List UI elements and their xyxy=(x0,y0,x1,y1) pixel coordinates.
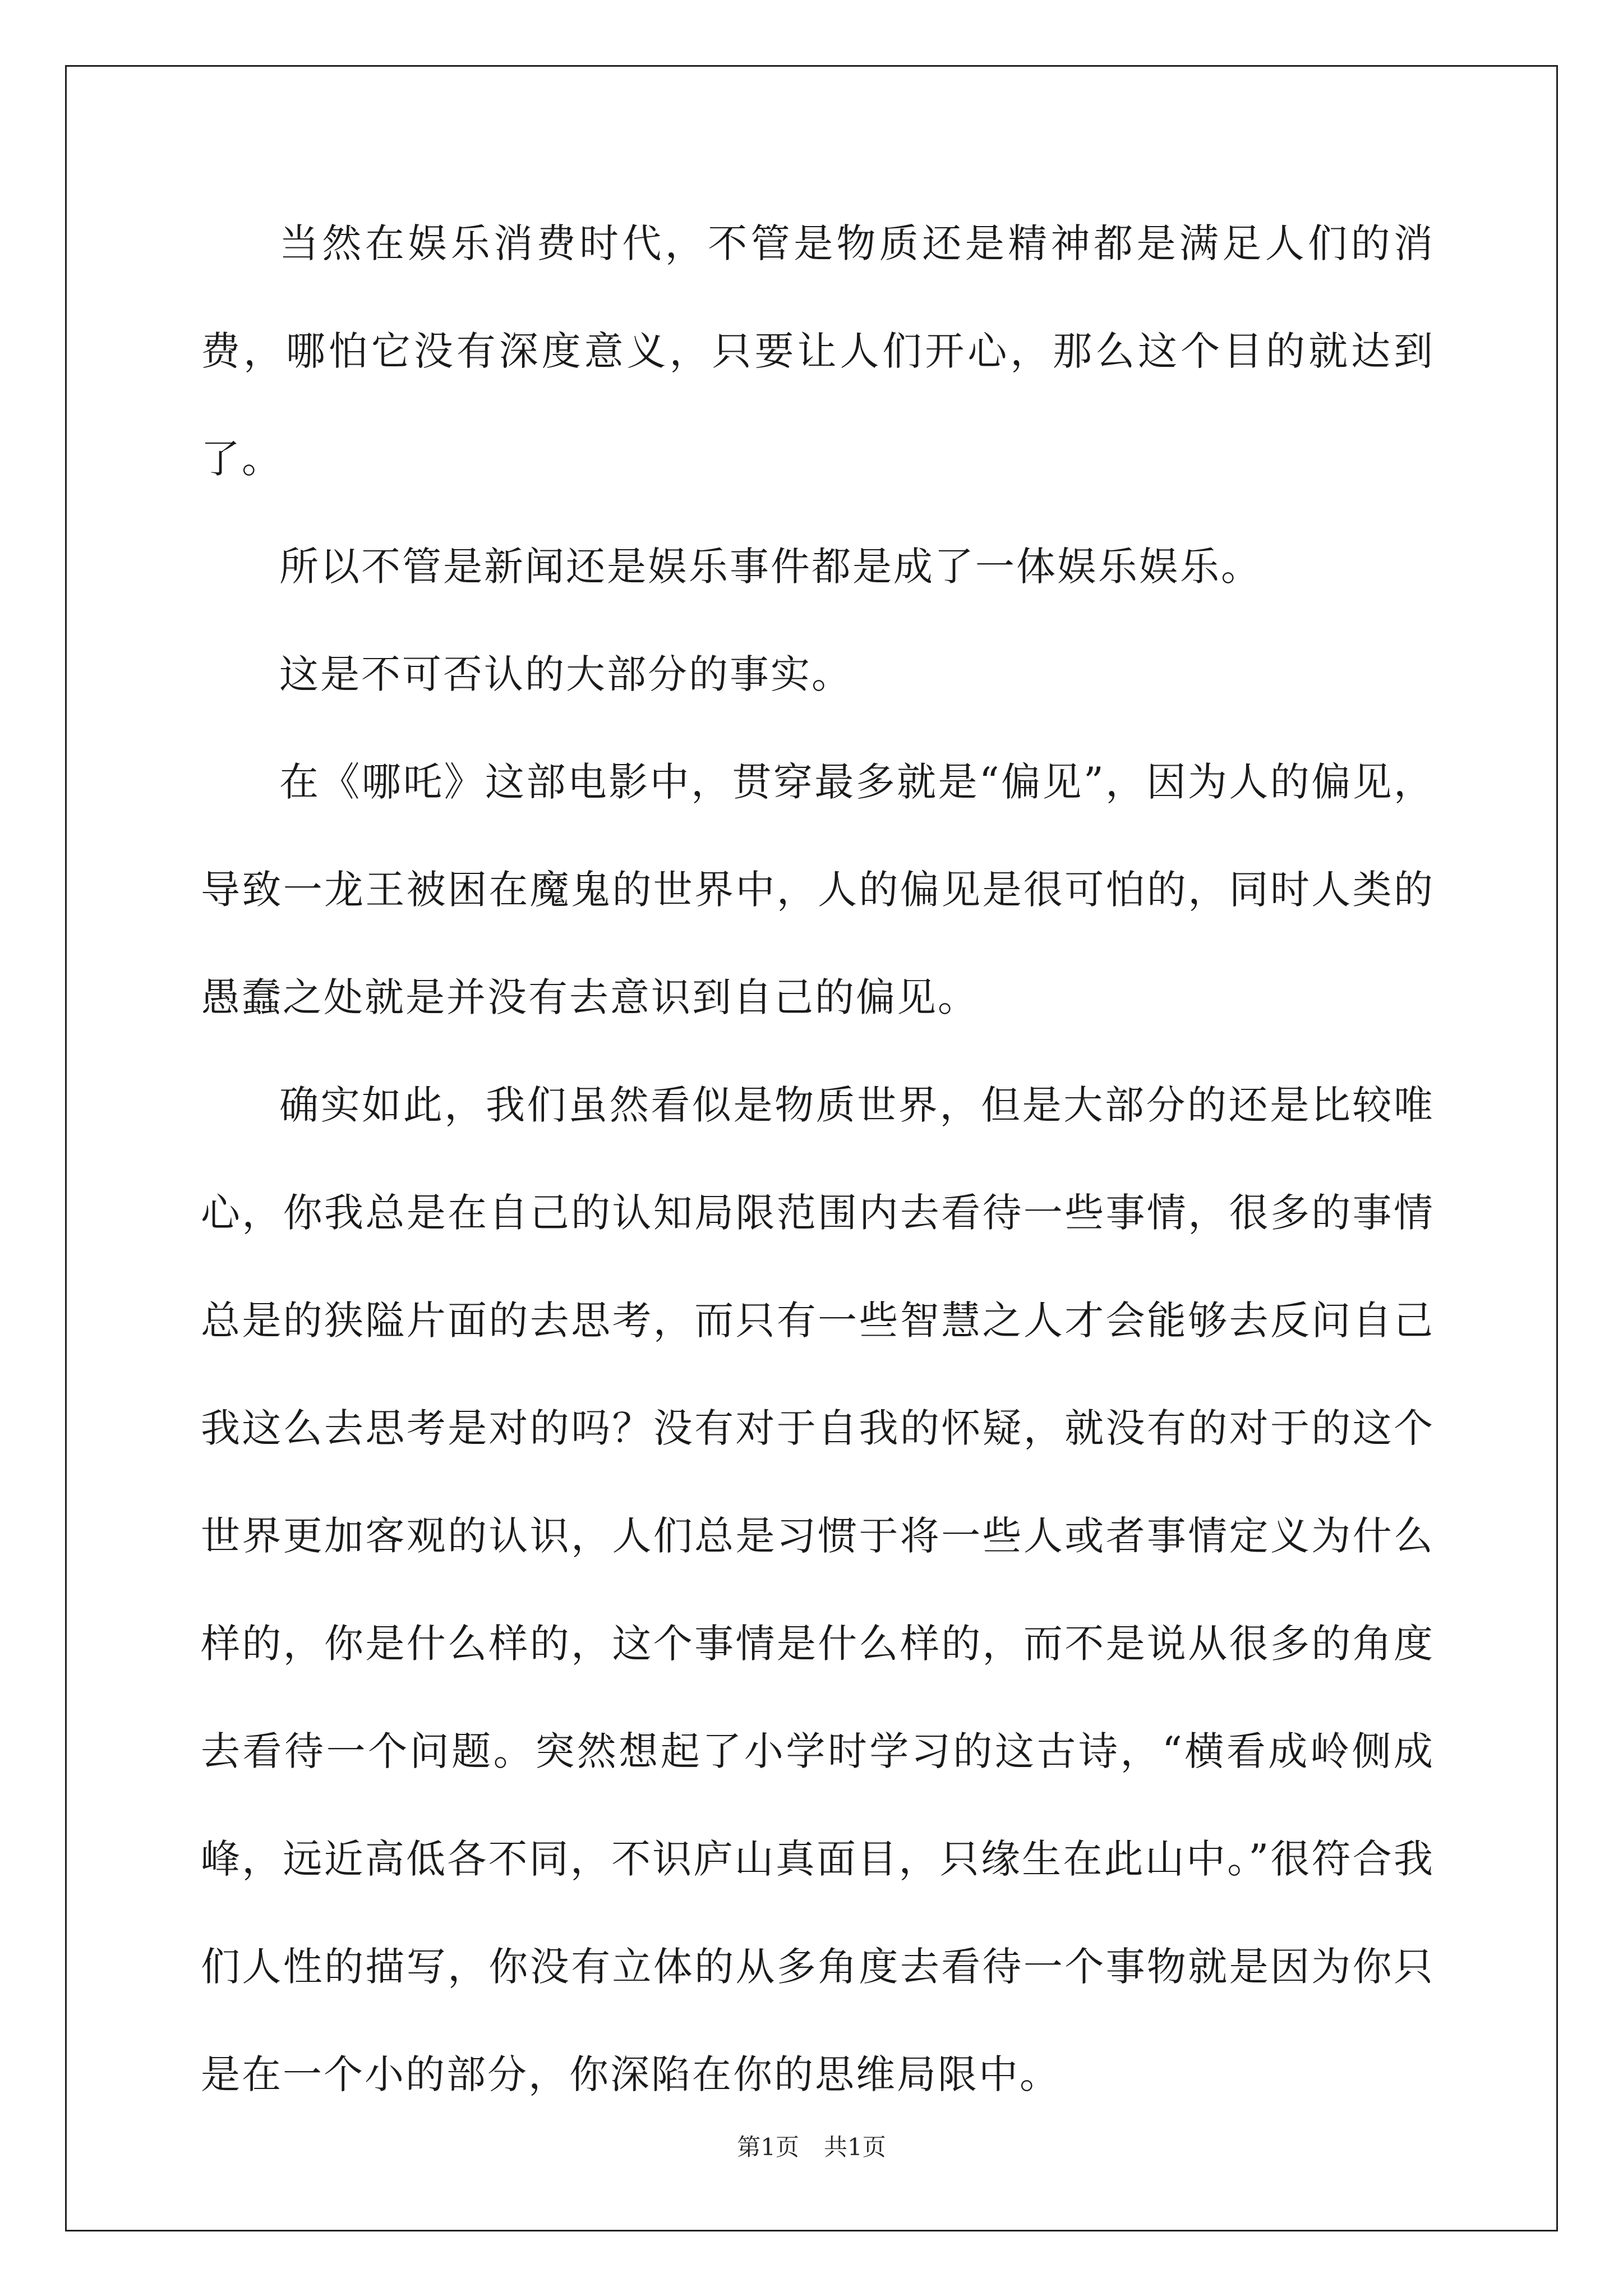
paragraph-1: 当然在娱乐消费时代，不管是物质还是精神都是满足人们的消费，哪怕它没有深度意义，只要让人们开心，那么这个目的就达到了。 xyxy=(201,220,1435,482)
paragraph-2: 所以不管是新闻还是娱乐事件都是成了一体娱乐娱乐。 xyxy=(279,544,1262,590)
paragraph-4: 在《哪吒》这部电影中，贯穿最多就是“偏见”，因为人的偏见，导致一龙王被困在魔鬼的世界中，人的偏见是很可怕的，同时人类的愚蠢之处就是并没有去意识到自己的偏见。 xyxy=(201,759,1435,1020)
paragraph-3: 这是不可否认的大部分的事实。 xyxy=(279,651,852,697)
page-total: 共1页 xyxy=(824,2133,886,2161)
page-footer xyxy=(0,2129,1623,2162)
document-body xyxy=(201,190,1435,2128)
paragraph-5: 确实如此，我们虽然看似是物质世界，但是大部分的还是比较唯心，你我总是在自己的认知局限范围内去看待一些事情，很多的事情总是的狭隘片面的去思考，而只有一些智慧之人才会能够去反问自己我这么去思考是对的吗？没有对于自我的怀疑，就没有的对于的这个世界更加客观的认识，人们总是习惯于将一些人或者事情定义为什么样的，你是什么样的，这个事情是什么样的，而不是说从很多的角度去看待一个问题。突然想起了小学时学习的这古诗，“横看成岭侧成峰，远近高低各不同，不识庐山真面目，只缘生在此山中。”很符合我们人性的描写，你没有立体的从多角度去看待一个事物就是因为你只是在一个小的部分，你深陷在你的思维局限中。 xyxy=(201,1082,1435,2097)
page-number: 第1页 xyxy=(737,2133,799,2161)
